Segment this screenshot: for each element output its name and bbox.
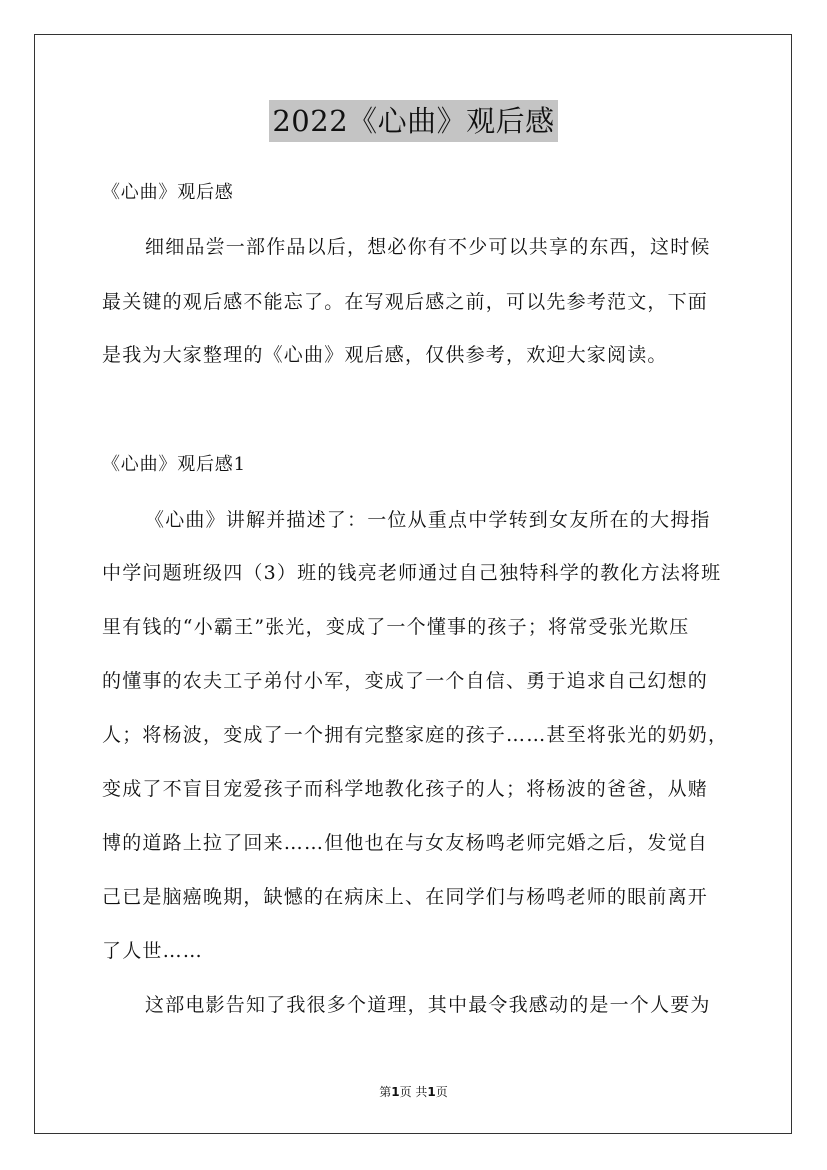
body-line-6: 变成了不盲目宠爱孩子而科学地教化孩子的人；将杨波的爸爸，从赌 bbox=[102, 778, 709, 800]
footer-page-prefix: 第 bbox=[379, 1085, 392, 1099]
intro-line-1: 细细品尝一部作品以后，想必你有不少可以共享的东西，这时候 bbox=[145, 236, 711, 258]
page-footer bbox=[0, 1084, 827, 1100]
title-container bbox=[0, 100, 827, 142]
document-subtitle: 《心曲》观后感 bbox=[102, 182, 234, 203]
body-line-10: 这部电影告知了我很多个道理，其中最令我感动的是一个人要为 bbox=[145, 994, 711, 1016]
intro-line-2: 最关键的观后感不能忘了。在写观后感之前，可以先参考范文，下面 bbox=[102, 291, 709, 313]
footer-page-mid: 页 共 bbox=[399, 1085, 428, 1099]
intro-line-3: 是我为大家整理的《心曲》观后感，仅供参考，欢迎大家阅读。 bbox=[102, 344, 668, 366]
body-line-9: 了人世…… bbox=[102, 940, 204, 962]
footer-page-suffix: 页 bbox=[435, 1085, 448, 1099]
body-line-4: 的懂事的农夫工子弟付小军，变成了一个自信、勇于追求自己幻想的 bbox=[102, 670, 709, 692]
section-heading: 《心曲》观后感1 bbox=[102, 454, 246, 475]
body-line-7: 博的道路上拉了回来……但他也在与女友杨鸣老师完婚之后，发觉自 bbox=[102, 832, 709, 854]
footer-current-page: 1 bbox=[391, 1085, 400, 1099]
body-line-8: 己已是脑癌晚期，缺憾的在病床上、在同学们与杨鸣老师的眼前离开 bbox=[102, 886, 709, 908]
body-line-3: 里有钱的“小霸王”张光，变成了一个懂事的孩子；将常受张光欺压 bbox=[102, 616, 690, 638]
document-title: 2022《心曲》观后感 bbox=[269, 100, 557, 142]
body-line-1: 《心曲》讲解并描述了：一位从重点中学转到女友所在的大拇指 bbox=[145, 509, 711, 531]
body-line-5: 人；将杨波，变成了一个拥有完整家庭的孩子……甚至将张光的奶奶， bbox=[102, 724, 729, 746]
body-line-2: 中学问题班级四（3）班的钱亮老师通过自己独特科学的教化方法将班 bbox=[102, 562, 722, 584]
footer-total-pages: 1 bbox=[427, 1085, 436, 1099]
